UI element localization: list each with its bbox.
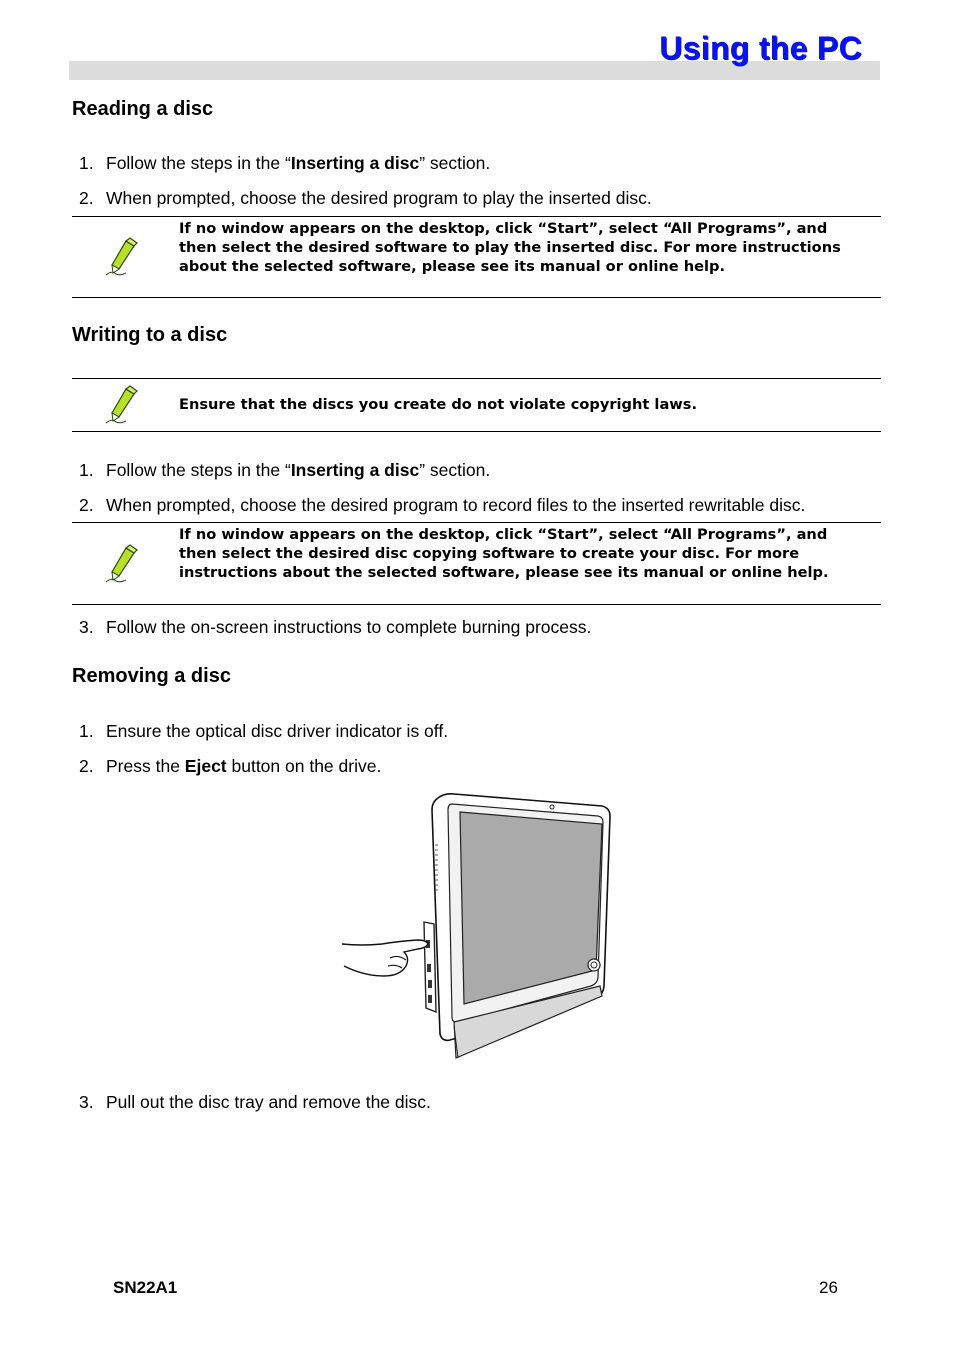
pencil-note-icon xyxy=(104,544,138,584)
page-title: Using the PC xyxy=(659,30,862,66)
note-text: If no window appears on the desktop, click “Start”, select “All Programs”, and then select the desired software to play the inserted disc. For more instructions about the selected software, please see its manual or online help. xyxy=(179,220,841,275)
eject-illustration xyxy=(340,790,615,1065)
reading-step-1: 1. Follow the steps in the “Inserting a disc” section. xyxy=(79,153,491,173)
note-text: Ensure that the discs you create do not violate copyright laws. xyxy=(179,396,697,413)
section-heading-writing: Writing to a disc xyxy=(72,324,228,346)
page-number: 26 xyxy=(819,1278,838,1297)
section-heading-reading: Reading a disc xyxy=(72,98,214,120)
pencil-note-icon xyxy=(104,237,138,277)
note-box-copyright xyxy=(72,378,881,432)
writing-step-3: 3. Follow the on-screen instructions to complete burning process. xyxy=(79,617,592,637)
pencil-note-icon xyxy=(104,385,138,425)
removing-step-3: 3. Pull out the disc tray and remove the disc. xyxy=(79,1092,431,1112)
removing-step-2: 2. Press the Eject button on the drive. xyxy=(79,756,382,776)
note-text: If no window appears on the desktop, click “Start”, select “All Programs”, and then select the desired disc copying software to create your disc. For more instructions about the selected software, please see its manual or online help. xyxy=(179,526,829,581)
writing-step-1: 1. Follow the steps in the “Inserting a disc” section. xyxy=(79,460,491,480)
note-box-reading xyxy=(72,216,881,298)
reading-step-2: 2. When prompted, choose the desired program to play the inserted disc. xyxy=(79,188,652,208)
removing-step-1: 1. Ensure the optical disc driver indicator is off. xyxy=(79,721,449,741)
footer-model: SN22A1 xyxy=(113,1278,178,1297)
section-heading-removing: Removing a disc xyxy=(72,665,231,687)
note-box-writing xyxy=(72,522,881,605)
writing-step-2: 2. When prompted, choose the desired program to record files to the inserted rewritable disc. xyxy=(79,495,806,515)
